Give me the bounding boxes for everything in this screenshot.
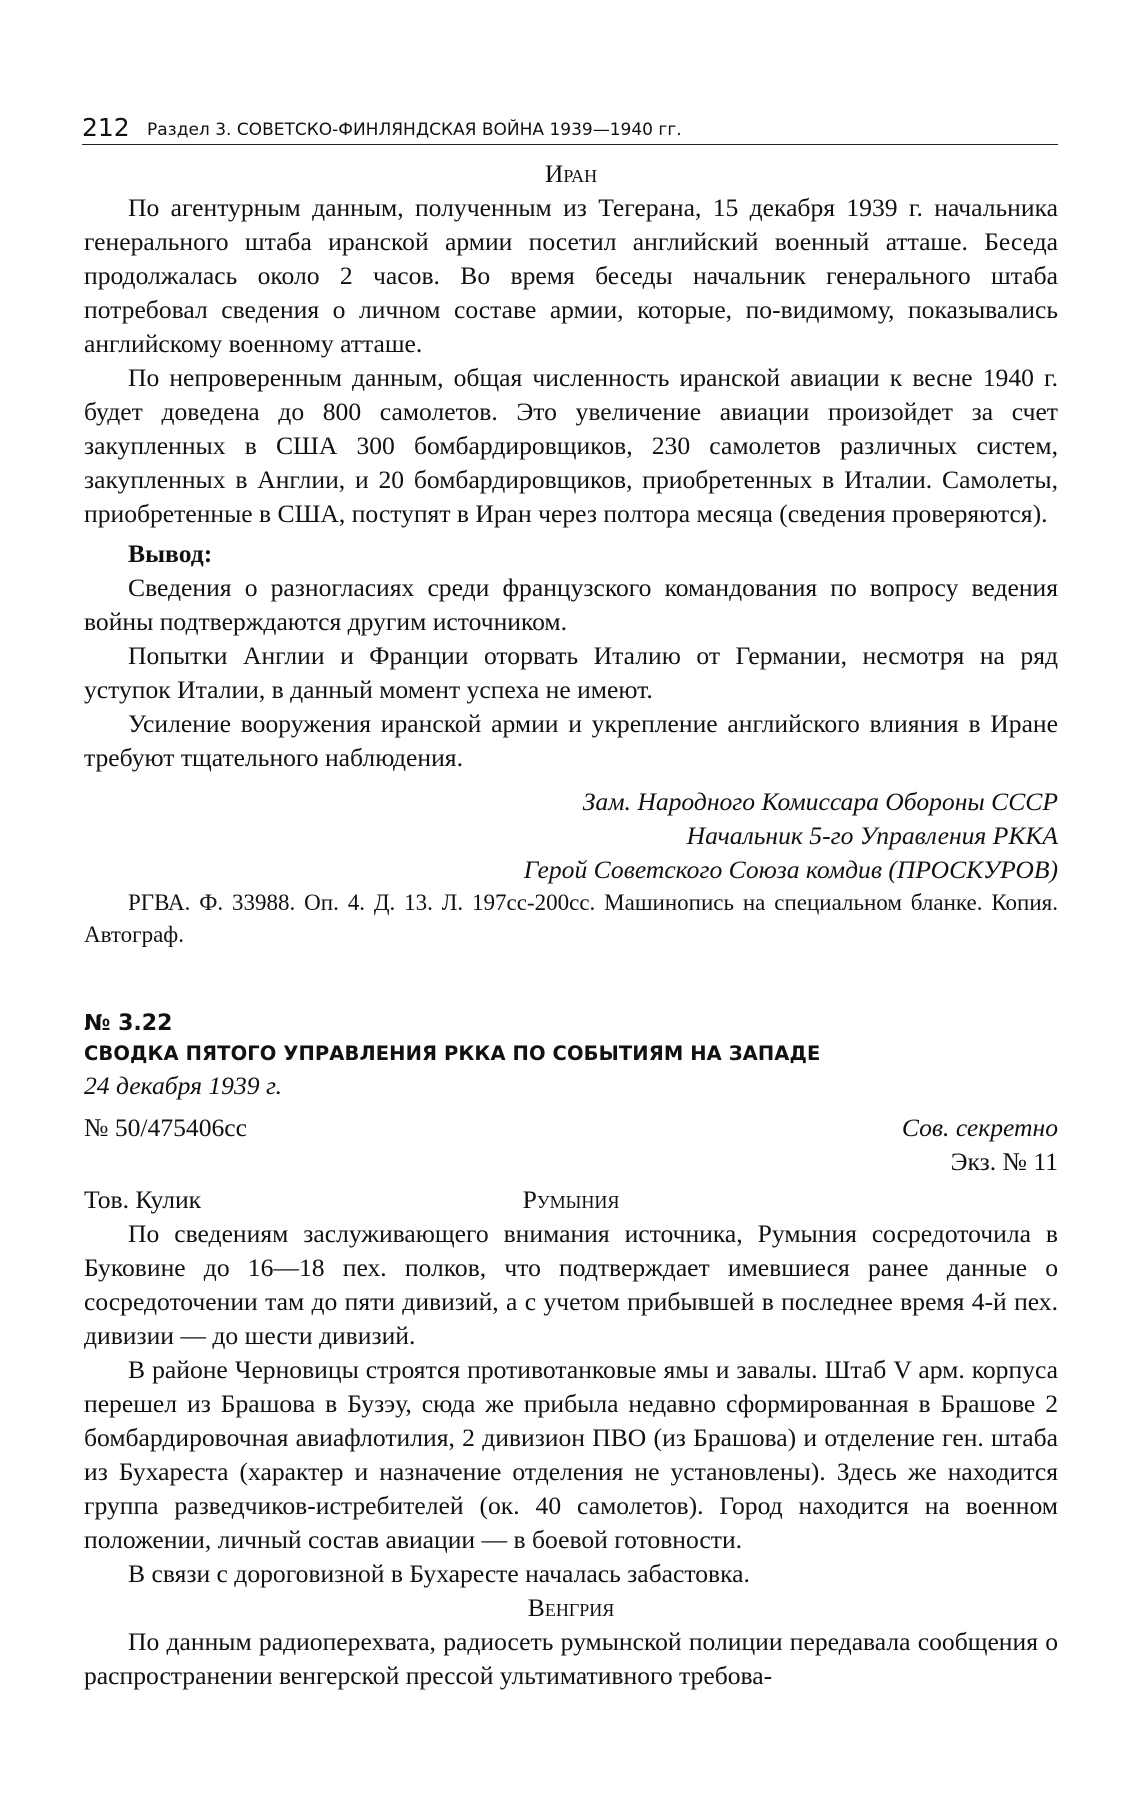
document-title: СВОДКА ПЯТОГО УПРАВЛЕНИЯ РККА ПО СОБЫТИЯМ НА ЗАПАДЕ [84, 1042, 821, 1065]
registration-number: № 50/475406сс [84, 1113, 248, 1142]
archive-reference: РГВА. Ф. 33988. Оп. 4. Д. 13. Л. 197сс-200сс. Машинопись на специальном бланке. Копия. Автограф. [84, 890, 1058, 947]
copy-number: Экз. № 11 [950, 1147, 1058, 1176]
conclusion-paragraph-2: Попытки Англии и Франции оторвать Италию от Германии, несмотря на ряд уступок Италии, в данный момент успеха не имеют. [84, 641, 1058, 704]
document-date: 24 декабря 1939 г. [84, 1071, 283, 1100]
document-number: № 3.22 [84, 1011, 173, 1036]
signature-block [84, 785, 1058, 887]
iran-paragraph-2: По непроверенным данным, общая численность иранской авиации к весне 1940 г. будет доведена до 800 самолетов. Это увеличение авиации произойдет за счет закупленных в США 300 бомбардировщиков, 230 самолетов различных систем, закупленных в Англии, и 20 бомбардировщиков, приобретенных в Италии. Самолеты, приобретенные в США, поступят в Иран через полтора месяца (сведения проверяются). [84, 363, 1058, 528]
romania-heading: Румыния [522, 1185, 620, 1214]
hungary-paragraph-1: По данным радиоперехвата, радиосеть румынской полиции передавала сообщения о распространении венгерской прессой ультимативного требова- [84, 1627, 1058, 1690]
registration-row [84, 1111, 1058, 1145]
romania-paragraph-1: По сведениям заслуживающего внимания источника, Румыния сосредоточила в Буковине до 16—18 пех. полков, что подтверждает имевшиеся ранее данные о сосредоточении там до пяти дивизий, а с учетом прибывшей в последнее время 4-й пех. дивизии — до шести дивизий. [84, 1219, 1058, 1350]
signature-line-3: Герой Советского Союза комдив (ПРОСКУРОВ) [523, 855, 1058, 884]
page-body [84, 157, 1058, 1693]
classification-mark: Сов. секретно [901, 1113, 1058, 1142]
romania-paragraph-2: В районе Черновицы строятся противотанковые ямы и завалы. Штаб V арм. корпуса перешел из Брашова в Бузэу, сюда же прибыла недавно сформированная в Брашове 2 бомбардировочная авиафлотилия, 2 дивизион ПВО (из Брашова) и отделение ген. штаба из Бухареста (характер и назначение отделения не установлены). Здесь же находится группа разведчиков-истребителей (ок. 40 самолетов). Город находится на военном положении, личный состав авиации — в боевой готовности. [84, 1355, 1058, 1554]
conclusion-paragraph-1: Сведения о разногласиях среди французского командования по вопросу ведения войны подтверждаются другим источником. [84, 573, 1058, 636]
iran-heading: Иран [544, 159, 598, 188]
conclusion-label: Вывод: [128, 539, 213, 568]
addressee-row [84, 1183, 1058, 1217]
signature-line-1: Зам. Народного Комиссара Обороны СССР [582, 787, 1058, 816]
section-title: Раздел 3. СОВЕТСКО-ФИНЛЯНДСКАЯ ВОЙНА 1939—1940 гг. [147, 120, 682, 140]
romania-paragraph-3: В связи с дороговизной в Бухаресте началась забастовка. [128, 1559, 750, 1588]
conclusion-paragraph-3: Усиление вооружения иранской армии и укрепление английского влияния в Иране требуют тщательного наблюдения. [84, 709, 1058, 772]
addressee: Тов. Кулик [84, 1185, 202, 1214]
signature-line-2: Начальник 5-го Управления РККА [686, 821, 1058, 850]
hungary-heading: Венгрия [527, 1593, 615, 1622]
running-header [82, 114, 1058, 145]
iran-paragraph-1: По агентурным данным, полученным из Тегерана, 15 декабря 1939 г. начальника генерального штаба иранской армии посетил английский военный атташе. Беседа продолжалась около 2 часов. Во время беседы начальник генерального штаба потребовал сведения о личном составе армии, которые, по-видимому, показывались английскому военному атташе. [84, 193, 1058, 358]
page-number: 212 [82, 113, 130, 142]
